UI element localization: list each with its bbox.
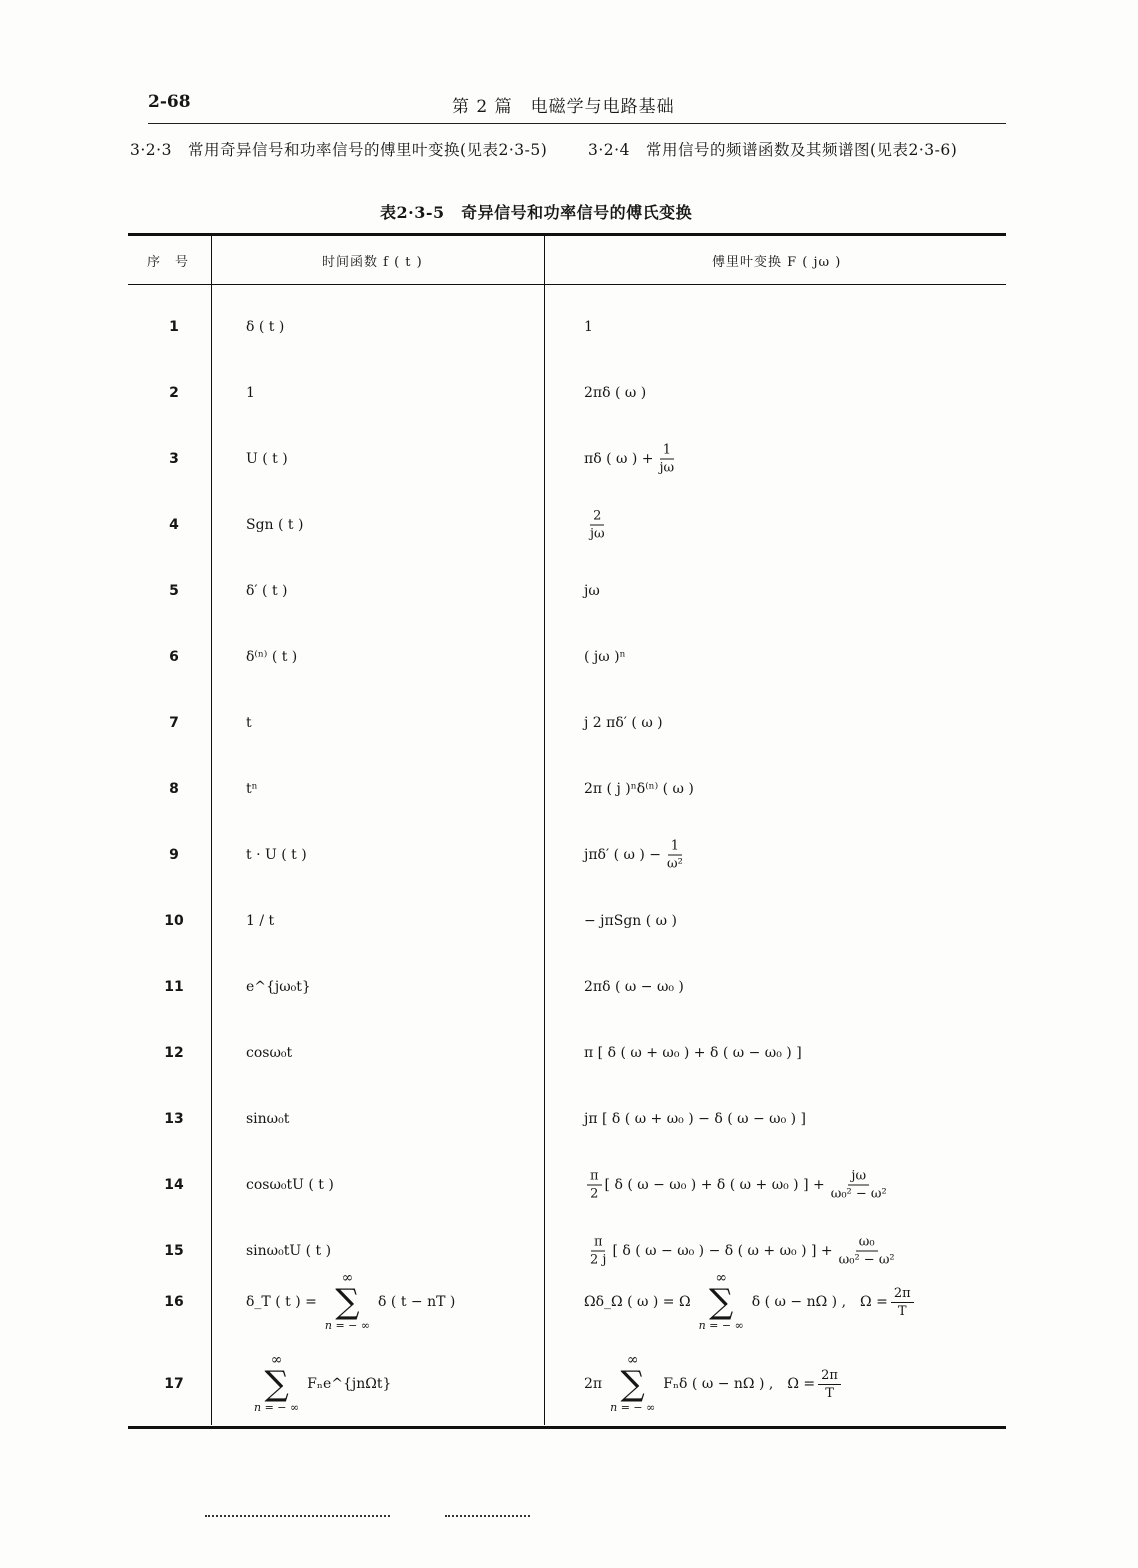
time-function xyxy=(246,1177,334,1193)
transform-fraction xyxy=(828,1168,890,1203)
time-function xyxy=(246,715,252,731)
transform-expression: 2πδ ( ω − ω₀ ) xyxy=(584,979,684,995)
fourier-transform xyxy=(584,1353,844,1415)
transform-expression-term: Fₙδ ( ω − nΩ ) , Ω = xyxy=(663,1376,816,1392)
transform-expression: π [ δ ( ω + ω₀ ) + δ ( ω − ω₀ ) ] xyxy=(584,1045,802,1061)
fourier-transform xyxy=(584,1111,806,1127)
transform-fraction xyxy=(664,838,686,873)
table-row xyxy=(128,759,1006,819)
fourier-transform xyxy=(584,583,600,599)
time-function xyxy=(246,1243,331,1259)
transform-expression-part: [ δ ( ω − ω₀ ) − δ ( ω + ω₀ ) ] + xyxy=(612,1243,833,1259)
table-row xyxy=(128,1155,1006,1215)
time-expression-term: δ ( t − nT ) xyxy=(378,1294,456,1310)
transform-fraction-denominator: ω² xyxy=(667,856,683,872)
row-number: 15 xyxy=(164,1243,184,1259)
transform-expression-part: [ δ ( ω − ω₀ ) + δ ( ω + ω₀ ) ] + xyxy=(604,1177,825,1193)
time-expression: Sgn ( t ) xyxy=(246,517,304,533)
time-expression: t xyxy=(246,715,252,731)
table-top-rule xyxy=(128,233,1006,236)
transform-fraction-denominator: ω₀² − ω² xyxy=(838,1252,895,1268)
transform-fraction xyxy=(836,1234,898,1269)
time-function xyxy=(246,649,297,665)
footer-mark xyxy=(445,1515,530,1517)
transform-fraction xyxy=(587,508,608,543)
transform-expression: jω xyxy=(584,583,600,599)
time-expression: e^{jω₀t} xyxy=(246,979,311,995)
row-number: 16 xyxy=(164,1294,184,1310)
row-number: 12 xyxy=(164,1045,184,1061)
time-expression: δ ( t ) xyxy=(246,319,285,335)
transform-coefficient-fraction-denominator: 2 j xyxy=(590,1252,607,1268)
table-row xyxy=(128,495,1006,555)
row-number: 11 xyxy=(164,979,184,995)
transform-summation xyxy=(610,1353,655,1415)
transform-fraction-numerator: 1 xyxy=(660,442,674,460)
time-expression: δ′ ( t ) xyxy=(246,583,288,599)
row-number: 7 xyxy=(169,715,179,731)
fourier-transform xyxy=(584,838,689,873)
time-expression: 1 xyxy=(246,385,255,401)
table-row xyxy=(128,693,1006,753)
transform-expression-part: jπδ′ ( ω ) − xyxy=(584,847,662,863)
column-header-fourier-transform: 傅里叶变换 F ( jω ) xyxy=(712,255,842,270)
transform-summation xyxy=(699,1271,744,1333)
time-summation xyxy=(325,1271,370,1333)
row-number: 10 xyxy=(164,913,184,929)
time-function xyxy=(246,1045,292,1061)
table-row xyxy=(128,1023,1006,1083)
time-expression: cosω₀tU ( t ) xyxy=(246,1177,334,1193)
row-number: 3 xyxy=(169,451,179,467)
transform-fraction-denominator: jω xyxy=(590,526,605,542)
time-expression: sinω₀t xyxy=(246,1111,290,1127)
transform-coefficient-fraction-numerator: π xyxy=(587,1168,602,1186)
fourier-transform xyxy=(584,781,694,797)
transform-expression-term: δ ( ω − nΩ ) , Ω = xyxy=(751,1294,888,1310)
row-number: 9 xyxy=(169,847,179,863)
time-function xyxy=(246,781,258,797)
transform-expression-prefix: Ωδ_Ω ( ω ) = Ω xyxy=(584,1294,691,1310)
table-row xyxy=(128,363,1006,423)
fourier-transform xyxy=(584,1168,893,1203)
transform-coefficient-fraction xyxy=(587,1168,602,1203)
table-row xyxy=(128,1354,1006,1414)
summation-sign: ∑ xyxy=(620,1364,645,1404)
transform-expression: 2π ( j )ⁿδ⁽ⁿ⁾ ( ω ) xyxy=(584,781,694,797)
row-number: 2 xyxy=(169,385,179,401)
transform-expression: j 2 πδ′ ( ω ) xyxy=(584,715,663,731)
transform-fraction-denominator: ω₀² − ω² xyxy=(830,1186,887,1202)
summation-upper-limit: ∞ xyxy=(270,1352,283,1368)
summation-lower-limit: n = − ∞ xyxy=(610,1401,656,1414)
row-number: 8 xyxy=(169,781,179,797)
summation-upper-limit: ∞ xyxy=(715,1270,727,1286)
transform-expression: 2πδ ( ω ) xyxy=(584,385,647,401)
row-number: 17 xyxy=(164,1376,184,1392)
time-function xyxy=(246,847,307,863)
fourier-transform xyxy=(584,319,593,335)
fourier-transform xyxy=(584,442,680,477)
summation-lower-limit: n = − ∞ xyxy=(324,1319,371,1332)
table-row xyxy=(128,891,1006,951)
transform-fraction-denominator: T xyxy=(825,1385,834,1401)
header-rule xyxy=(148,123,1006,124)
fourier-transform xyxy=(584,1271,917,1333)
fourier-transform xyxy=(584,385,646,401)
fourier-transform xyxy=(584,1234,901,1269)
time-expression-prefix: δ_T ( t ) = xyxy=(246,1294,317,1310)
time-function xyxy=(246,319,284,335)
transform-expression: − jπSgn ( ω ) xyxy=(584,913,677,929)
table-row xyxy=(128,561,1006,621)
time-function xyxy=(246,451,288,467)
time-expression: tⁿ xyxy=(246,781,258,797)
time-expression: 1 / t xyxy=(246,913,275,929)
summation-sign: ∑ xyxy=(709,1282,734,1322)
transform-fraction-numerator: 2 xyxy=(590,508,604,526)
transform-fraction-numerator: 1 xyxy=(668,838,682,856)
table-row xyxy=(128,825,1006,885)
time-function xyxy=(246,1111,289,1127)
transform-expression: ( jω )ⁿ xyxy=(584,649,626,665)
summation-upper-limit: ∞ xyxy=(341,1270,354,1286)
fourier-transform xyxy=(584,913,677,929)
time-summation xyxy=(254,1353,299,1415)
time-expression: U ( t ) xyxy=(246,451,288,467)
transform-fraction-numerator: 2π xyxy=(818,1367,841,1385)
row-number: 14 xyxy=(164,1177,184,1193)
summation-lower-limit: n = − ∞ xyxy=(254,1401,300,1414)
time-function xyxy=(246,1271,455,1333)
table-row xyxy=(128,297,1006,357)
column-header-time-function: 时间函数 f ( t ) xyxy=(322,255,423,270)
table-row xyxy=(128,1272,1006,1332)
transform-fraction xyxy=(818,1367,841,1402)
row-number: 6 xyxy=(169,649,179,665)
time-expression-term: Fₙe^{jnΩt} xyxy=(307,1376,392,1392)
fourier-transform xyxy=(584,715,663,731)
summation-upper-limit: ∞ xyxy=(626,1352,639,1368)
table-row xyxy=(128,1089,1006,1149)
time-expression: cosω₀t xyxy=(246,1045,293,1061)
time-function xyxy=(246,1353,391,1415)
row-number: 5 xyxy=(169,583,179,599)
summation-sign: ∑ xyxy=(335,1282,360,1322)
time-function xyxy=(246,913,274,929)
summation-sign: ∑ xyxy=(264,1364,289,1404)
transform-expression-part: πδ ( ω ) + xyxy=(584,451,654,467)
table-caption: 表2·3-5 奇异信号和功率信号的傅氏变换 xyxy=(380,203,693,222)
fourier-transform xyxy=(584,979,684,995)
section-heading-3-2-4: 3·2·4 常用信号的频谱函数及其频谱图(见表2·3-6) xyxy=(588,141,958,159)
summation-lower-limit: n = − ∞ xyxy=(698,1319,744,1332)
transform-coefficient-fraction xyxy=(587,1234,609,1269)
row-number: 13 xyxy=(164,1111,184,1127)
transform-fraction-denominator: T xyxy=(897,1303,907,1319)
fourier-transform xyxy=(584,508,611,543)
transform-fraction-numerator: 2π xyxy=(891,1285,914,1303)
time-function xyxy=(246,517,303,533)
section-heading-3-2-3: 3·2·3 常用奇异信号和功率信号的傅里叶变换(见表2·3-5) xyxy=(130,141,548,159)
time-function xyxy=(246,979,311,995)
row-number: 4 xyxy=(169,517,179,533)
transform-coefficient-fraction-denominator: 2 xyxy=(590,1186,599,1202)
table-bottom-rule xyxy=(128,1426,1006,1429)
time-function xyxy=(246,583,288,599)
fourier-transform xyxy=(584,649,626,665)
table-row xyxy=(128,429,1006,489)
transform-fraction-denominator: jω xyxy=(659,460,675,476)
transform-coefficient-fraction-numerator: π xyxy=(591,1234,606,1252)
transform-fraction-numerator: ω₀ xyxy=(856,1234,878,1252)
column-header-number: 序 号 xyxy=(147,255,190,270)
transform-fraction-numerator: jω xyxy=(848,1168,869,1186)
page-number: 2-68 xyxy=(148,92,191,112)
transform-expression: jπ [ δ ( ω + ω₀ ) − δ ( ω − ω₀ ) ] xyxy=(584,1111,807,1127)
footer-mark xyxy=(205,1515,390,1517)
chapter-title: 第 2 篇 电磁学与电路基础 xyxy=(452,97,675,117)
time-expression: δ⁽ⁿ⁾ ( t ) xyxy=(246,649,298,665)
transform-expression-prefix: 2π xyxy=(584,1376,603,1392)
fourier-transform xyxy=(584,1045,802,1061)
transform-expression: 1 xyxy=(584,319,593,335)
table-row xyxy=(128,957,1006,1017)
row-number: 1 xyxy=(169,319,179,335)
transform-fraction xyxy=(657,442,678,477)
time-function xyxy=(246,385,255,401)
time-expression: sinω₀tU ( t ) xyxy=(246,1243,332,1259)
table-row xyxy=(128,627,1006,687)
table-header-rule xyxy=(128,284,1006,285)
time-expression: t · U ( t ) xyxy=(246,847,307,863)
transform-fraction xyxy=(891,1285,914,1320)
